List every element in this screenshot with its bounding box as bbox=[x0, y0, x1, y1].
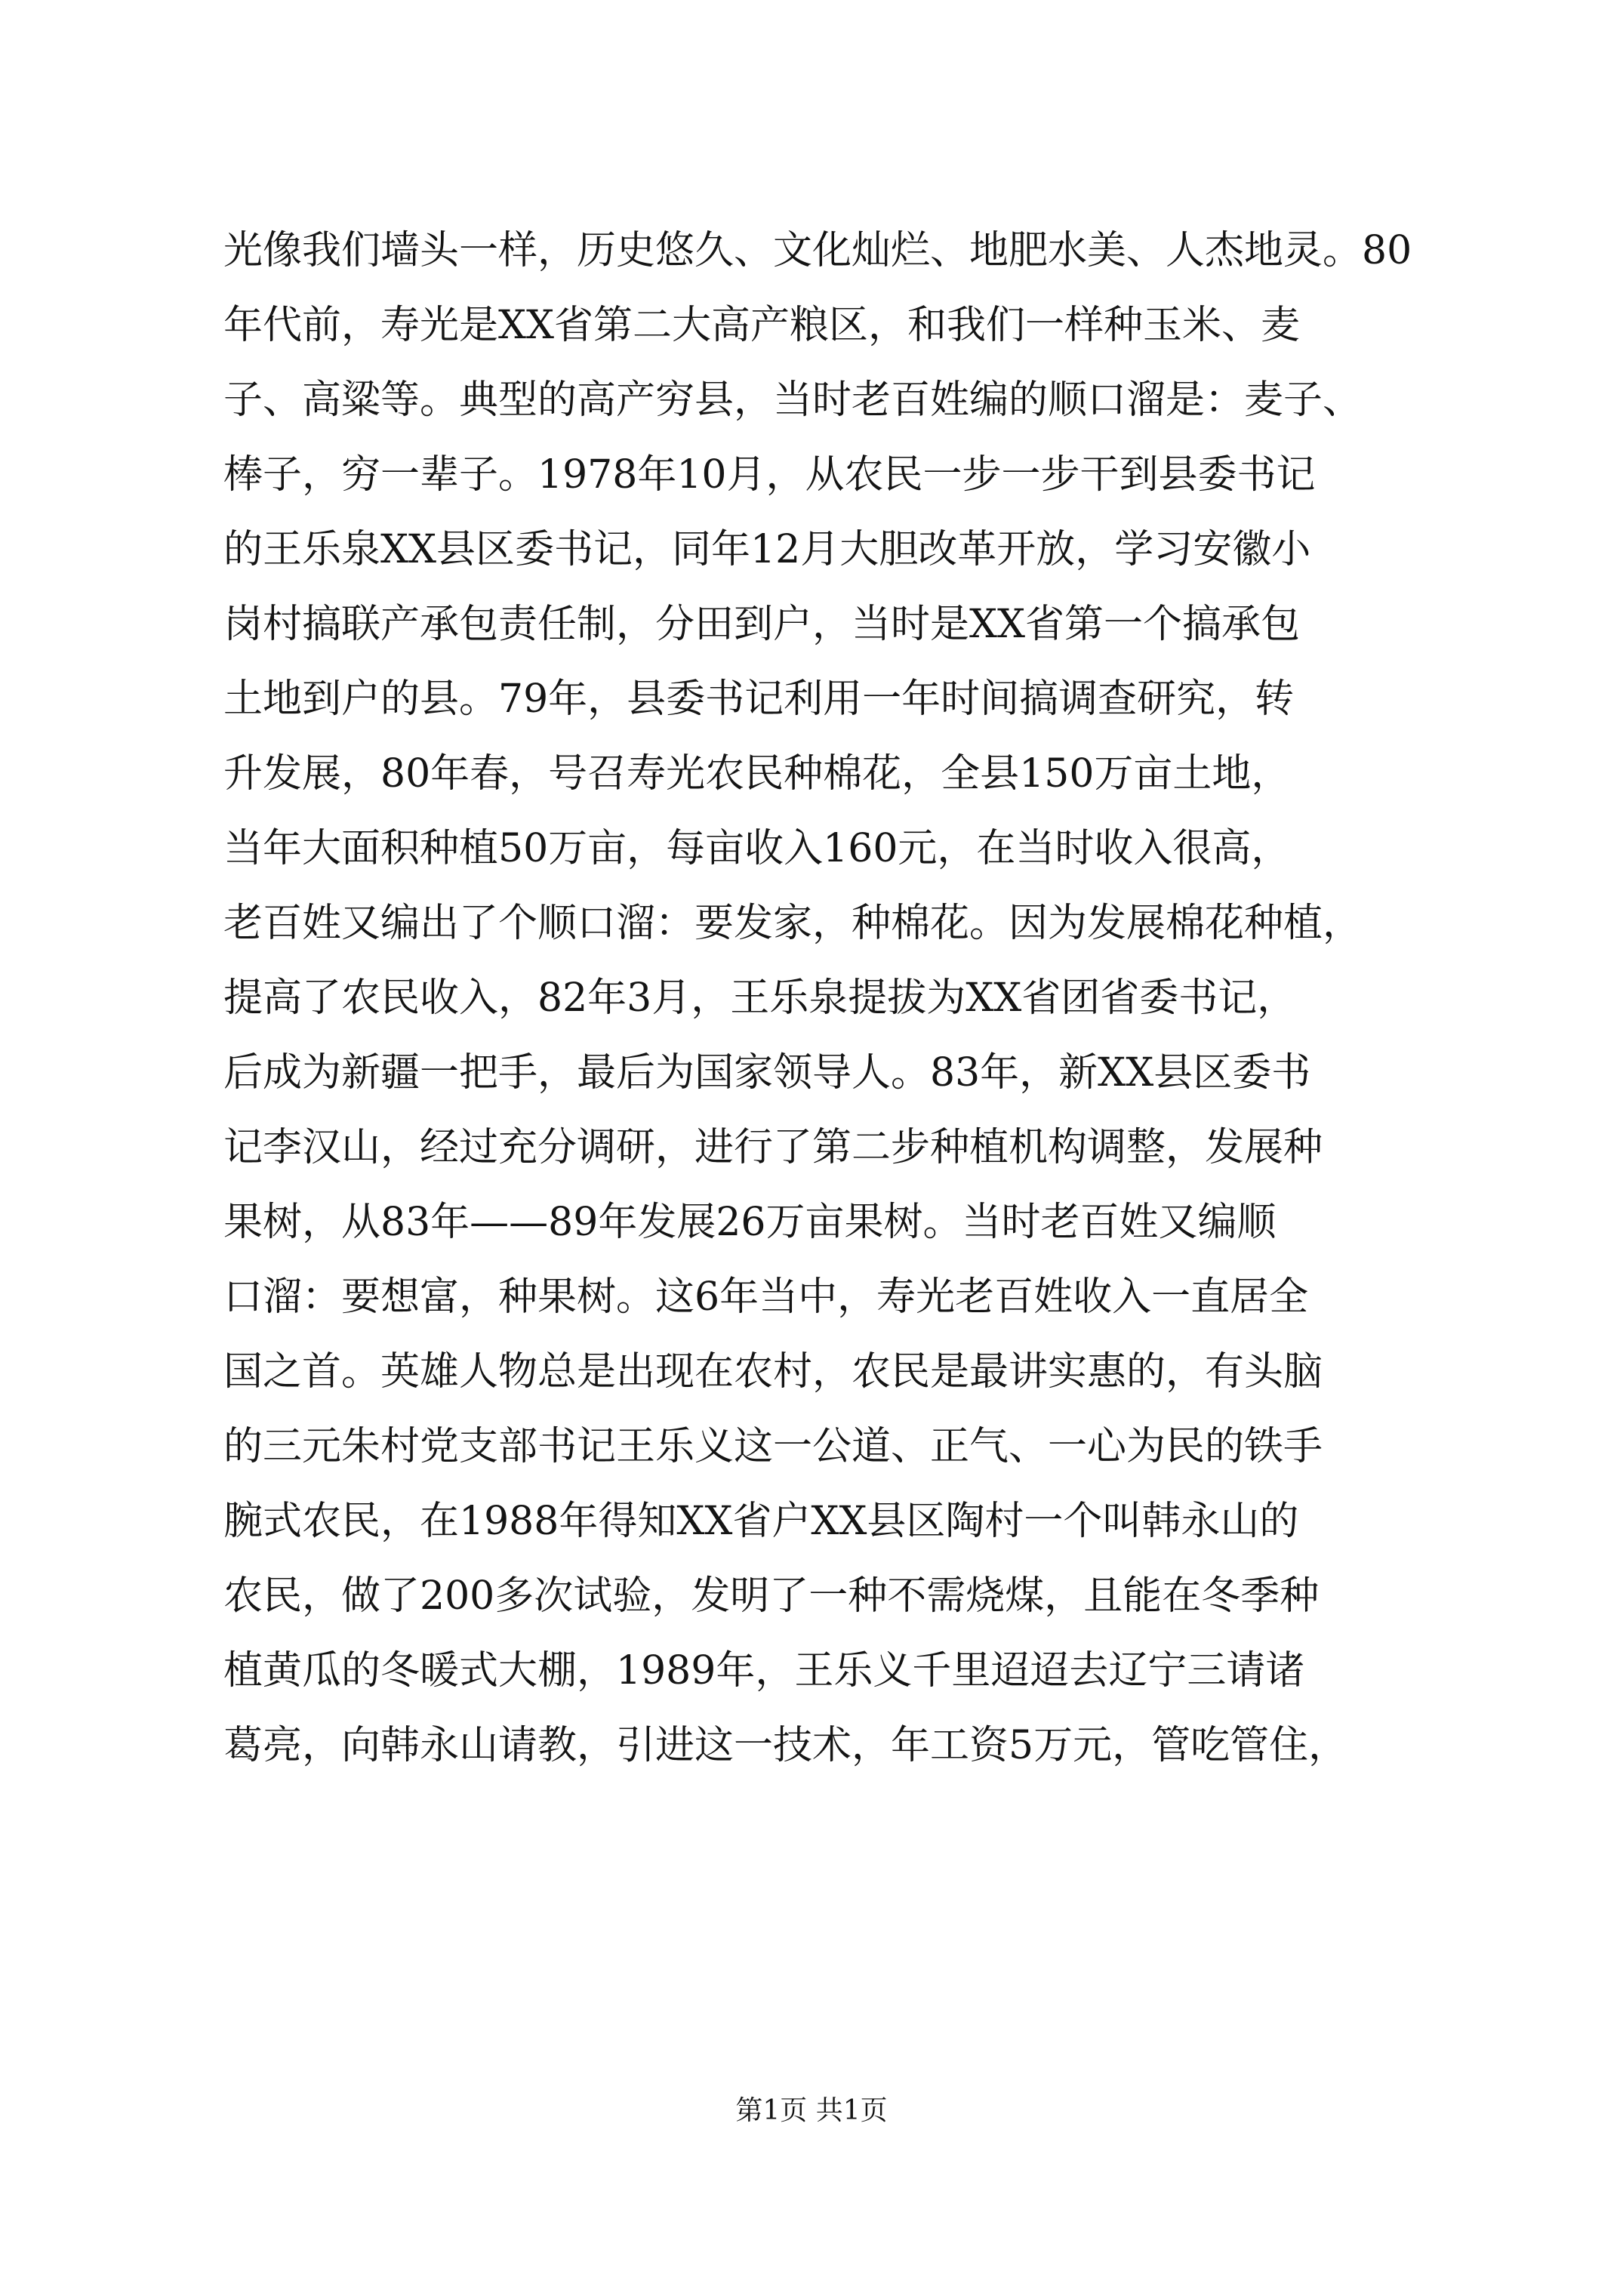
body-text bbox=[223, 225, 1431, 1795]
text-line: 植黄瓜的冬暖式大棚，1989年，王乐义千里迢迢去辽宁三请诸 bbox=[223, 1648, 1305, 1693]
text-line: 提高了农民收入，82年3月，王乐泉提拔为XX省团省委书记， bbox=[223, 975, 1297, 1021]
text-line: 光像我们墙头一样，历史悠久、文化灿烂、地肥水美、人杰地灵。80 bbox=[223, 228, 1412, 273]
text-line: 口溜：要想富，种果树。这6年当中，寿光老百姓收入一直居全 bbox=[223, 1274, 1309, 1320]
text-line: 后成为新疆一把手，最后为国家领导人。83年，新XX县区委书 bbox=[223, 1050, 1311, 1096]
text-line: 的三元朱村党支部书记王乐义这一公道、正气、一心为民的铁手 bbox=[223, 1424, 1323, 1469]
text-line: 土地到户的县。79年，县委书记利用一年时间搞调查研究，转 bbox=[223, 676, 1295, 722]
text-line: 农民，做了200多次试验，发明了一种不需烧煤，且能在冬季种 bbox=[223, 1573, 1320, 1619]
text-line: 腕式农民，在1988年得知XX省户XX县区陶村一个叫韩永山的 bbox=[223, 1499, 1299, 1544]
text-line: 记李汉山，经过充分调研，进行了第二步种植机构调整，发展种 bbox=[223, 1125, 1323, 1170]
text-line: 的王乐泉XX县区委书记，同年12月大胆改革开放，学习安徽小 bbox=[223, 527, 1311, 572]
text-line: 棒子，穷一辈子。1978年10月，从农民一步一步干到县委书记 bbox=[223, 452, 1316, 498]
text-line: 子、高粱等。典型的高产穷县，当时老百姓编的顺口溜是：麦子、 bbox=[223, 378, 1363, 423]
text-line: 老百姓又编出了个顺口溜：要发家，种棉花。因为发展棉花种植， bbox=[223, 901, 1363, 946]
text-line: 岗村搞联产承包责任制，分田到户，当时是XX省第一个搞承包 bbox=[223, 602, 1301, 647]
text-line: 升发展，80年春，号召寿光农民种棉花，全县150万亩土地， bbox=[223, 751, 1291, 797]
text-line: 当年大面积种植50万亩，每亩收入160元，在当时收入很高， bbox=[223, 826, 1291, 871]
text-line: 果树，从83年——89年发展26万亩果树。当时老百姓又编顺 bbox=[223, 1200, 1277, 1245]
text-line: 葛亮，向韩永山请教，引进这一技术，年工资5万元，管吃管住， bbox=[223, 1723, 1348, 1768]
text-line: 年代前，寿光是XX省第二大高产粮区，和我们一样种玉米、麦 bbox=[223, 303, 1301, 348]
text-line: 国之首。英雄人物总是出现在农村，农民是最讲实惠的，有头脑 bbox=[223, 1349, 1323, 1395]
page-footer: 第1页 共1页 bbox=[735, 2095, 888, 2126]
